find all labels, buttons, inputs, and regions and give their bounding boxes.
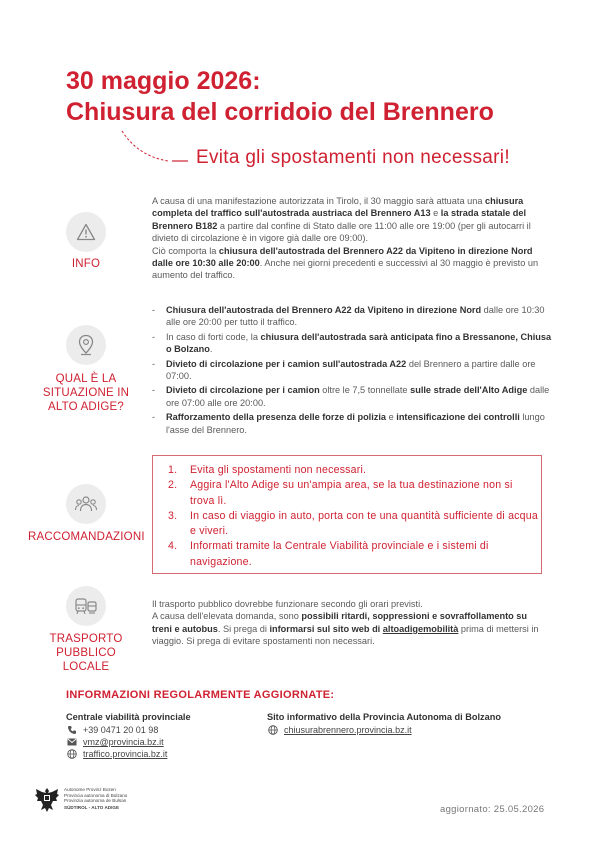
warning-triangle-icon xyxy=(66,212,106,252)
text-run: e xyxy=(386,412,397,423)
people-group-icon xyxy=(66,484,106,524)
globe-icon xyxy=(267,725,278,735)
text-run: lungo l'asse del Brennero. xyxy=(166,412,545,435)
bold-text-run: Chiusura dell'autostrada del Brennero A22 da Vipiteno in direzione Nord xyxy=(166,305,482,315)
footer-line: Autonome Provinz Bozen xyxy=(64,787,116,792)
recommendation-item xyxy=(168,463,540,478)
recommendation-text: Aggira l'Alto Adige su un'ampia area, se la tua destinazione non si trova lì. xyxy=(190,479,513,507)
footer-institution-text xyxy=(64,787,127,810)
recommendation-text: Informati tramite la Centrale Viabilità provinciale e i sistemi di navigazione. xyxy=(190,540,489,568)
title-line-date: 30 maggio 2026: xyxy=(66,67,261,95)
traffic-web-row[interactable] xyxy=(66,749,167,759)
tagline: Evita gli spostamenti non necessari! xyxy=(196,147,510,168)
traffic-web-link[interactable]: traffico.provincia.bz.it xyxy=(83,749,168,759)
recommendation-number: 1. xyxy=(168,464,178,476)
location-pin-icon xyxy=(66,325,106,365)
bold-text-run: possibili ritardi, soppressioni e sovraffollamento su treni e autobus xyxy=(152,611,528,634)
decorative-line xyxy=(120,128,190,168)
situation-bullet xyxy=(152,411,552,436)
text-run: Il trasporto pubblico dovrebbe funzionare secondo gli orari previsti. xyxy=(152,599,423,609)
recommendation-item xyxy=(168,539,540,570)
email-link[interactable]: vmz@provincia.bz.it xyxy=(83,737,164,747)
transport-paragraph-1 xyxy=(152,598,547,610)
recommendation-number: 4. xyxy=(168,540,178,553)
transport-label-line: TRASPORTO xyxy=(49,633,123,645)
recommendation-item xyxy=(168,509,540,540)
text-run: e xyxy=(430,208,441,219)
situation-bullet xyxy=(152,331,552,356)
bold-text-run: chiusura dell'autostrada sarà anticipata fino a Bressanone, Chiusa o Bolzano xyxy=(166,331,552,355)
text-run: . Si prega di xyxy=(217,623,270,634)
bold-text-run: la strada statale del Brennero B182 xyxy=(152,208,527,231)
page-title xyxy=(66,66,586,128)
situation-bullet xyxy=(152,384,552,409)
situation-label-line: QUAL È LA xyxy=(55,373,117,385)
text-run: del Brennero a partire dalle ore 07:00. xyxy=(166,358,536,382)
footer-line: Provincia autonoma di Bolzano xyxy=(64,792,128,798)
transport-label-line: PUBBLICO LOCALE xyxy=(56,647,116,673)
recommendation-item xyxy=(168,478,540,509)
bold-text-run: sulle strade dell'Alto Adige xyxy=(410,385,528,396)
bold-text-run: chiusura completa del traffico sull'autostrada austriaca del Brennero A13 xyxy=(152,196,524,219)
province-site-title: Sito informativo della Provincia Autonoma di Bolzano xyxy=(267,712,501,722)
phone-number[interactable]: +39 0471 20 01 98 xyxy=(83,725,159,735)
recommendation-text: In caso di viaggio in auto, porta con te una quantità sufficiente di acqua e viveri. xyxy=(190,509,538,538)
text-run: A causa dell'elevata domanda, sono xyxy=(152,611,302,622)
bold-text-run: informarsi sul sito web di xyxy=(269,623,383,634)
info-text xyxy=(152,195,547,282)
text-run: dalle ore 07:00 alle ore 20:00. xyxy=(166,385,550,408)
traffic-center-title: Centrale viabilità provinciale xyxy=(66,712,191,722)
footer-line: Provinzia autonoma de Bulsan xyxy=(64,798,127,804)
text-run: A causa di una manifestazione autorizzata in Tirolo, il 30 maggio sarà attuata una xyxy=(152,196,485,206)
text-run: oltre le 7,5 tonnellate xyxy=(319,385,411,396)
situation-label-line: SITUAZIONE IN xyxy=(42,387,130,399)
bold-text-run: intensificazione dei controlli xyxy=(396,412,520,423)
recommendations-list xyxy=(168,463,540,570)
province-web-row[interactable] xyxy=(267,725,412,735)
envelope-icon xyxy=(66,737,77,747)
info-paragraph-2 xyxy=(152,245,547,282)
email-row[interactable] xyxy=(66,737,164,747)
recommendation-number: 3. xyxy=(168,509,178,522)
province-web-link[interactable]: chiusurabrennero.provincia.bz.it xyxy=(284,725,412,735)
recommendation-number: 2. xyxy=(168,479,178,492)
bus-train-icon xyxy=(66,586,106,626)
situation-bullet xyxy=(152,358,552,383)
text-run: prima di mettersi in viaggio. Si prega di evitare spostamenti non necessari. xyxy=(152,623,539,647)
situation-list xyxy=(152,304,552,438)
bold-text-run: Rafforzamento della presenza delle forze di polizia xyxy=(166,412,387,423)
situation-label-line: ALTO ADIGE? xyxy=(48,401,124,413)
bold-text-run: Divieto di circolazione per i camion xyxy=(166,385,320,396)
globe-icon xyxy=(66,749,77,759)
transport-paragraph-2 xyxy=(152,610,547,647)
section-label-transport xyxy=(40,632,132,674)
updated-date: aggiornato: 25.05.2026 xyxy=(440,804,545,815)
updates-heading: INFORMAZIONI REGOLARMENTE AGGIORNATE: xyxy=(66,689,335,701)
phone-icon xyxy=(66,725,77,735)
section-label-recommendations: RACCOMANDAZIONI xyxy=(28,531,145,543)
info-paragraph-1 xyxy=(152,195,547,245)
title-line-main: Chiusura del corridoio del Brennero xyxy=(66,98,494,126)
bold-text-run[interactable]: altoadigemobilità xyxy=(382,623,459,634)
text-run: In caso di forti code, la xyxy=(166,331,261,342)
footer-region-name: SÜDTIROL - ALTO ADIGE xyxy=(64,804,120,810)
eagle-coat-of-arms-logo xyxy=(34,786,60,814)
section-label-info: INFO xyxy=(71,258,101,270)
section-label-situation xyxy=(40,372,132,414)
situation-bullet xyxy=(152,304,552,329)
bold-text-run: Divieto di circolazione per i camion sull'autostrada A22 xyxy=(166,358,407,369)
text-run: dalle ore 10:30 alle ore 20:00 per tutto il traffico. xyxy=(166,305,545,328)
bold-text-run: chiusura dell'autostrada del Brennero A22 da Vipiteno in direzione Nord dalle ore 10:30 alle 20:00 xyxy=(152,245,533,269)
phone-row[interactable] xyxy=(66,725,158,735)
text-run: . xyxy=(209,344,213,355)
text-run: Ciò comporta la xyxy=(152,245,219,256)
text-run: a partire dal confine di Stato dalle ore 11:00 alle ore 19:00 (per gli autocarri il divieto di circolazione è in vigore già dalle ore 09:00). xyxy=(152,220,531,244)
transport-text xyxy=(152,598,547,648)
text-run: . Anche nei giorni precedenti e successivi al 30 maggio è previsto un aumento del traffico. xyxy=(152,258,539,281)
recommendation-text: Evita gli spostamenti non necessari. xyxy=(190,464,367,476)
